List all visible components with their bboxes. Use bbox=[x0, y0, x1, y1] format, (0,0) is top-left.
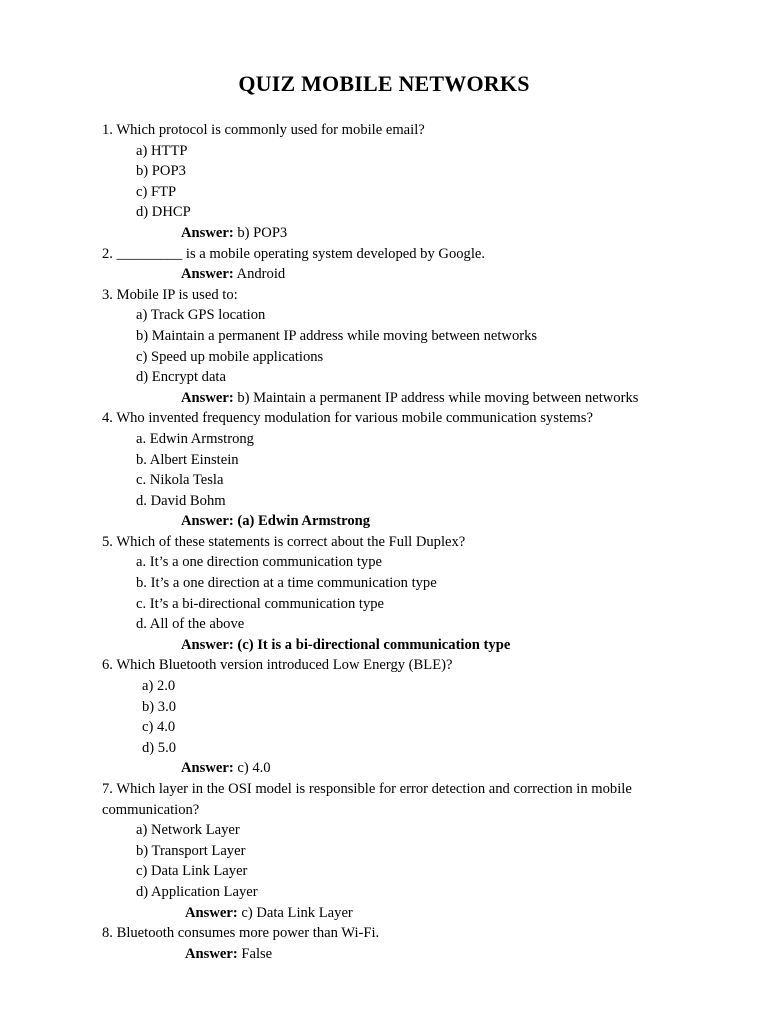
question-2-answer bbox=[181, 264, 692, 285]
question-4-option-a: a. Edwin Armstrong bbox=[136, 430, 254, 447]
question-4-option-b: b. Albert Einstein bbox=[136, 451, 239, 468]
question-5-option-c: c. It’s a bi-directional communication type bbox=[136, 595, 385, 612]
question-5-answer bbox=[181, 635, 692, 656]
question-7-option-d: d) Application Layer bbox=[136, 883, 258, 900]
question-6-option-c: c) 4.0 bbox=[142, 719, 176, 736]
answer-value: False bbox=[241, 945, 273, 962]
question-5-option-b: b. It’s a one direction at a time communication type bbox=[136, 575, 437, 592]
question-3-option-d: d) Encrypt data bbox=[136, 369, 226, 386]
question-6-option-b: b) 3.0 bbox=[142, 698, 177, 715]
answer-label: Answer: bbox=[181, 636, 234, 653]
question-1: 1. Which protocol is commonly used for mobile email? bbox=[102, 122, 425, 138]
question-3-option-b: b) Maintain a permanent IP address while moving between networks bbox=[136, 327, 538, 344]
question-1-option-a: a) HTTP bbox=[136, 142, 188, 159]
answer-label: Answer: bbox=[181, 513, 234, 530]
answer-label: Answer: bbox=[185, 945, 238, 962]
question-4-answer bbox=[181, 511, 692, 532]
question-1-option-d: d) DHCP bbox=[136, 204, 191, 221]
answer-value: c) 4.0 bbox=[237, 760, 271, 777]
question-1-option-b: b) POP3 bbox=[136, 163, 186, 180]
question-4-option-c: c. Nikola Tesla bbox=[136, 472, 224, 489]
question-1-answer bbox=[181, 223, 692, 244]
answer-value: c) Data Link Layer bbox=[241, 904, 353, 921]
question-3-answer bbox=[181, 388, 692, 409]
question-5-option-d: d. All of the above bbox=[136, 616, 245, 633]
question-7-option-c: c) Data Link Layer bbox=[136, 863, 248, 880]
answer-value: b) Maintain a permanent IP address while moving between networks bbox=[237, 389, 639, 406]
question-7-option-b: b) Transport Layer bbox=[136, 842, 246, 859]
question-3-option-c: c) Speed up mobile applications bbox=[136, 348, 324, 365]
question-8: 8. Bluetooth consumes more power than Wi-Fi. bbox=[102, 925, 380, 942]
answer-label: Answer: bbox=[181, 760, 234, 777]
page-title: QUIZ MOBILE NETWORKS bbox=[238, 71, 530, 96]
answer-value: (c) It is a bi-directional communication type bbox=[237, 636, 511, 653]
answer-label: Answer: bbox=[181, 224, 234, 241]
question-7-answer bbox=[185, 903, 692, 924]
question-3-option-a: a) Track GPS location bbox=[136, 307, 266, 324]
answer-label: Answer: bbox=[185, 904, 238, 921]
question-8-answer bbox=[185, 944, 692, 965]
answer-value: Android bbox=[236, 266, 286, 283]
question-7-option-a: a) Network Layer bbox=[136, 822, 240, 839]
answer-label: Answer: bbox=[181, 266, 234, 283]
question-6-option-d: d) 5.0 bbox=[142, 739, 177, 756]
question-6-option-a: a) 2.0 bbox=[142, 678, 176, 695]
question-2: 2. _________ is a mobile operating system developed by Google. bbox=[102, 245, 486, 262]
quiz-body bbox=[102, 120, 692, 964]
answer-label: Answer: bbox=[181, 389, 234, 406]
question-4: 4. Who invented frequency modulation for various mobile communication systems? bbox=[102, 410, 593, 427]
question-5-option-a: a. It’s a one direction communication type bbox=[136, 554, 382, 571]
question-6-answer bbox=[181, 758, 692, 779]
answer-value: (a) Edwin Armstrong bbox=[237, 513, 371, 530]
question-1-option-c: c) FTP bbox=[136, 183, 177, 200]
question-7: 7. Which layer in the OSI model is responsible for error detection and correction in mobile communication? bbox=[102, 781, 632, 818]
question-6: 6. Which Bluetooth version introduced Low Energy (BLE)? bbox=[102, 657, 453, 674]
answer-value: b) POP3 bbox=[237, 224, 288, 241]
question-5: 5. Which of these statements is correct about the Full Duplex? bbox=[102, 533, 466, 550]
question-4-option-d: d. David Bohm bbox=[136, 492, 226, 509]
question-3: 3. Mobile IP is used to: bbox=[102, 286, 238, 303]
